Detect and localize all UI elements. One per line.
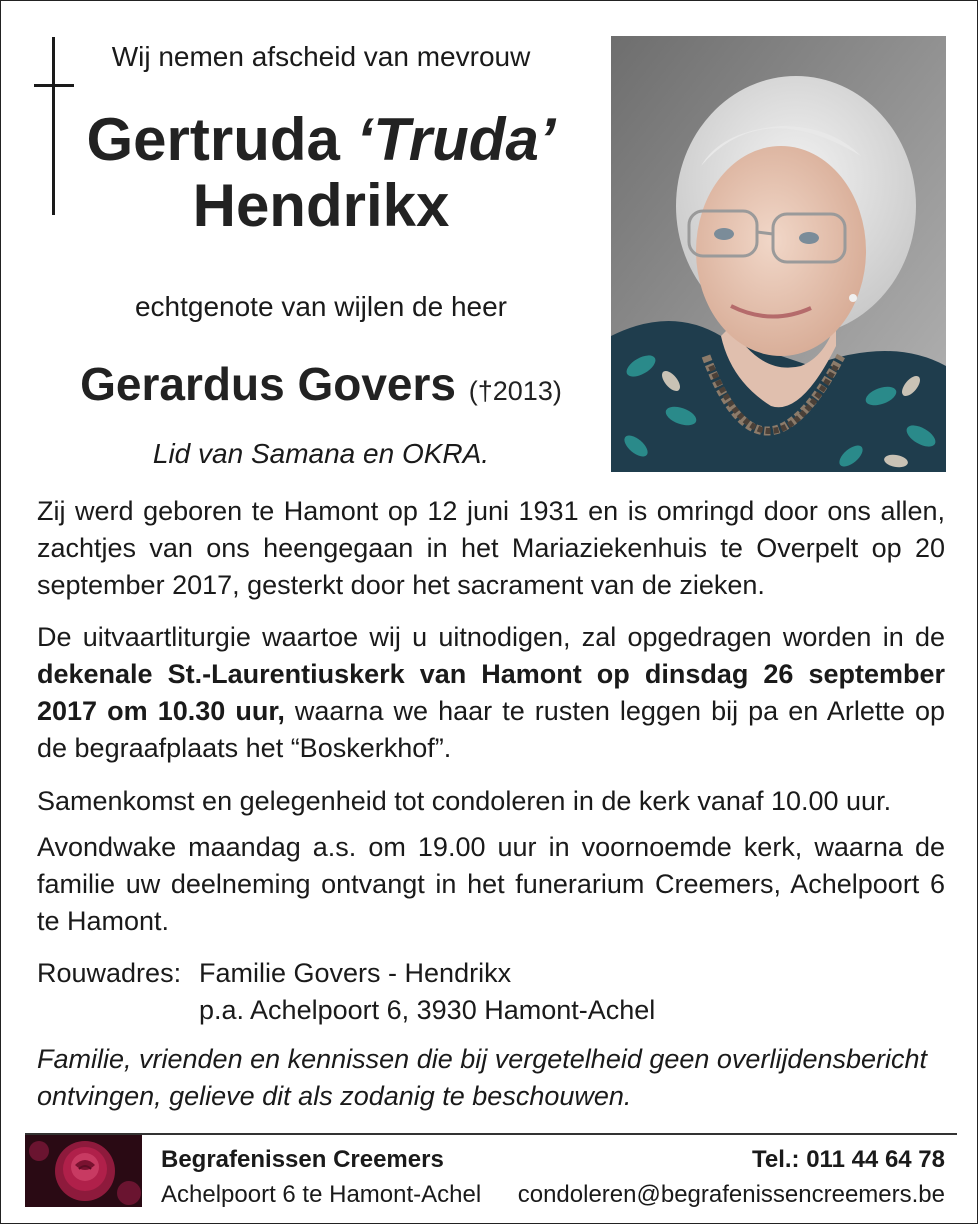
paragraph-text: Samenkomst en gelegenheid tot condoleren in de kerk vanaf 10.00 uur. bbox=[37, 786, 892, 816]
funeral-details: dekenale St.-Laurentiuskerk van Hamont op dinsdag 26 september 2017 om 10.30 uur, bbox=[37, 659, 945, 726]
first-name: Gertruda bbox=[86, 106, 340, 173]
firm-address: Achelpoort 6 te Hamont-Achel bbox=[161, 1181, 482, 1208]
paragraph-wake bbox=[37, 829, 945, 940]
address-line-2: p.a. Achelpoort 6, 3930 Hamont-Achel bbox=[199, 995, 656, 1025]
footnote: Familie, vrienden en kennissen die bij vergetelheid geen overlijdensbericht ontvingen, gelieve dit als zodanig te beschouwen. bbox=[37, 1044, 928, 1111]
paragraph-text: Avondwake maandag a.s. om 19.00 uur in voornoemde kerk, waarna de familie uw deelneming ontvangt in het funerarium Creemers, Achelpoort 6 te Hamont. bbox=[37, 832, 945, 936]
rose-logo bbox=[25, 1135, 142, 1207]
firm-email-link[interactable]: condoleren@begrafenissencreemers.be bbox=[517, 1181, 945, 1208]
funeral-text-a: De uitvaartliturgie waartoe wij u uitnodigen, zal opgedragen worden in de bbox=[37, 622, 945, 652]
deceased-name bbox=[51, 107, 591, 239]
firm-phone: Tel.: 011 44 64 78 bbox=[751, 1146, 945, 1173]
funeral-text-b: waarna we haar te rusten leggen bij pa en Arlette op de begraafplaats het “Boskerkhof”. bbox=[37, 696, 945, 763]
footer-divider bbox=[25, 1133, 957, 1135]
spouse-death-year: (†2013) bbox=[468, 376, 562, 406]
spouse-intro: echtgenote van wijlen de heer bbox=[134, 291, 508, 322]
address-label: Rouwadres: bbox=[37, 958, 182, 988]
membership-line: Lid van Samana en OKRA. bbox=[152, 438, 490, 469]
mourning-address bbox=[37, 955, 655, 1029]
surname: Hendrikx bbox=[192, 172, 450, 239]
firm-name: Begrafenissen Creemers bbox=[161, 1146, 444, 1173]
paragraph-condolences bbox=[37, 783, 945, 820]
address-line-1: Familie Govers - Hendrikx bbox=[199, 958, 512, 988]
intro-line: Wij nemen afscheid van mevrouw bbox=[111, 41, 531, 72]
nickname: ‘Truda’ bbox=[356, 106, 556, 173]
portrait-photo bbox=[611, 36, 946, 472]
paragraph-birth-death bbox=[37, 493, 945, 604]
spouse-name: Gerardus Govers bbox=[80, 358, 456, 410]
paragraph-text: Zij werd geboren te Hamont op 12 juni 1931 en is omringd door ons allen, zachtjes van ons heengegaan in het Mariaziekenhuis te Overpelt op 20 september 2017, gesterkt door het sacrament van de zieken. bbox=[37, 496, 945, 600]
paragraph-text bbox=[37, 619, 945, 767]
paragraph-funeral bbox=[37, 619, 945, 767]
spouse-name-line bbox=[41, 356, 601, 419]
